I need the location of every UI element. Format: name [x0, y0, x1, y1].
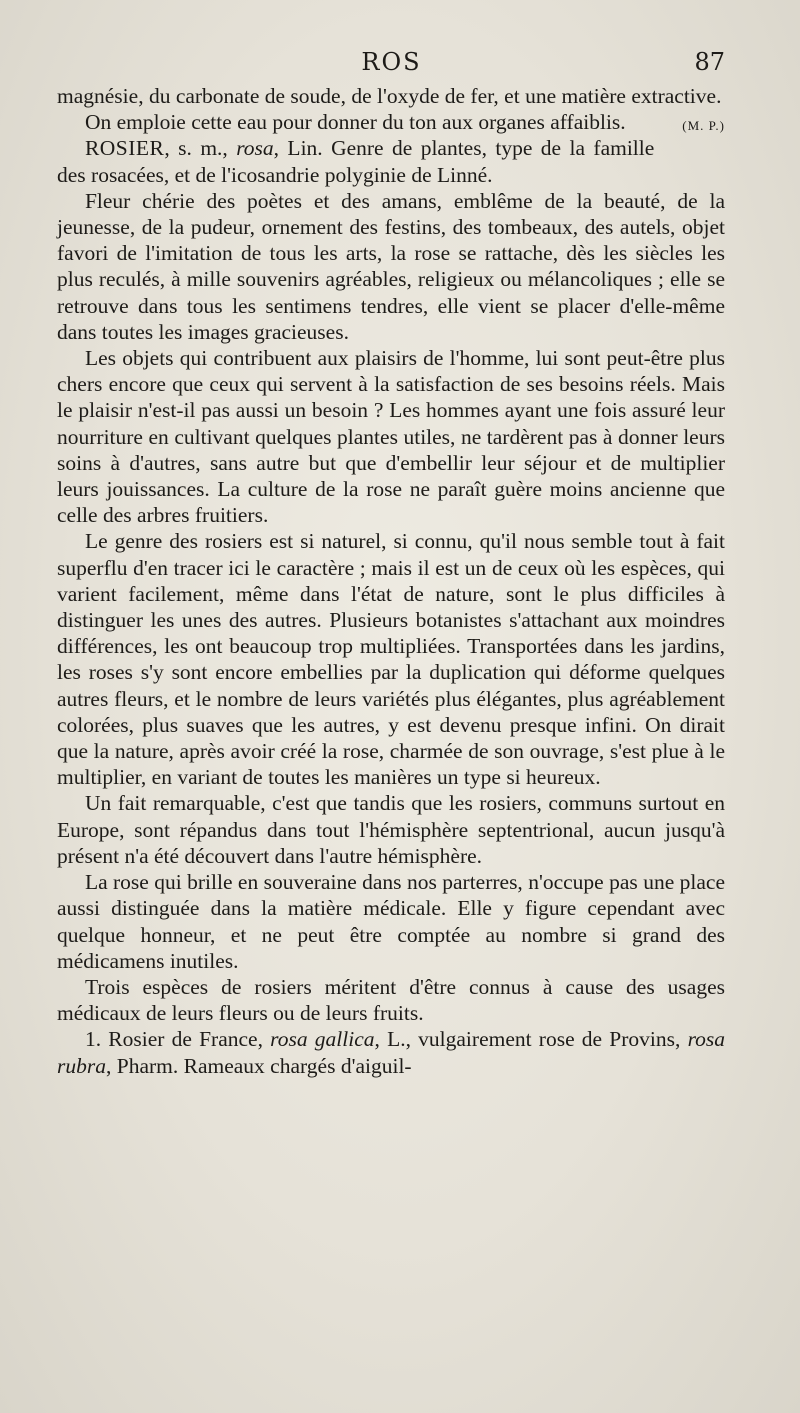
latin-name: rosa [236, 136, 274, 161]
page-header [58, 48, 725, 88]
running-head: ROS [361, 48, 422, 76]
paragraph-genus: Le genre des rosiers est si naturel, si connu, qu'il nous semble tout à fait superflu d'en tracer ici le caractère ; mais il est un de ceux où les espèces, qui varient facilement, même dans l'état de nature, sont le plus difficiles à distinguer les unes des autres. Plusieurs botanistes s'attachant aux moindres différences, les ont beaucoup trop multipliées. Transportées dans les jardins, les roses s'y sont encore embellies par la duplication qui déforme quelques autres fleurs, et le nombre de leurs variétés plus élégantes, plus agréablement colorées, plus suaves que les autres, y est devenu presque infini. On dirait que la nature, après avoir créé la rose, charmée de son ouvrage, s'est plue à le multiplier, en variant de toutes les manières un type si heureux. [57, 529, 725, 790]
species-entry-gallica [57, 1026, 725, 1078]
species-number: 1. [84, 1027, 102, 1052]
species-vernacular: , L., vulgairement rose de Provins, [374, 1027, 688, 1052]
species-description: , Pharm. Rameaux chargés d'aiguil- [105, 1053, 412, 1078]
species-common-name: Rosier de France, [101, 1027, 271, 1052]
paragraph-rose-emblem: Fleur chérie des poètes et des amans, emblême de la beauté, de la jeunesse, de la pudeur, ornement des festins, des tombeaux, des autels, objet favori de l'imitation de tous les arts, la rose se rattache, dès les siècles les plus reculés, à mille souvenirs agréables, religieux ou mélancoliques ; elle se retrouve dans tous les sentimens tendres, elle vient se placer d'elle-même dans toutes les images gracieuses. [57, 188, 725, 344]
paragraph-pleasures: Les objets qui contribuent aux plaisirs de l'homme, lui sont peut-être plus chers encore que ceux qui servent à la satisfaction de ses besoins réels. Mais le plaisir n'est-il pas aussi un besoin ? Les hommes ayant une fois assuré leur nourriture en cultivant quelques plantes utiles, ne tardèrent pas à donner leurs soins à d'autres, sans autre but que d'embellir leur séjour et de multiplier leurs jouissances. La culture de la rose ne paraît guère moins ancienne que celle des arbres fruitiers. [57, 346, 725, 528]
page-number: 87 [694, 48, 725, 76]
paragraph-tonic-use [57, 109, 725, 135]
grammar-note: , s. m., [164, 136, 237, 161]
paragraph-continuation: magnésie, du carbonate de soude, de l'oxyde de fer, et une matière extractive. [57, 84, 722, 108]
paragraph-materia-medica: La rose qui brille en souveraine dans nos parterres, n'occupe pas une place aussi distinguée dans la matière médicale. Elle y figure cependant avec quelque honneur, et ne peut être comptée au nombre si grand des médicamens inutiles. [57, 870, 725, 973]
entry-headword: ROSIER [84, 136, 165, 161]
paragraph-three-species: Trois espèces de rosiers méritent d'être connus à cause des usages médicaux de leurs fleurs ou de leurs fruits. [57, 974, 725, 1026]
entry-rosier [57, 135, 725, 187]
paragraph-text: On emploie cette eau pour donner du ton aux organes affaiblis. [84, 110, 626, 135]
latin-name-gallica: rosa gallica [270, 1027, 375, 1052]
latin-name-rubra: rosa rubra [57, 1027, 726, 1078]
paragraph-distribution: Un fait remarquable, c'est que tandis que les rosiers, communs surtout en Europe, sont répandus dans tout l'hémisphère septentrional, aucun jusqu'à présent n'a été découvert dans l'autre hémisphère. [57, 791, 725, 868]
body-text [57, 83, 725, 1079]
entry-definition: , Lin. Genre de plantes, type de la famille des rosacées, et de l'icosandrie polyginie de Linné. [57, 136, 655, 187]
author-signature: (M. P.) [682, 118, 725, 134]
